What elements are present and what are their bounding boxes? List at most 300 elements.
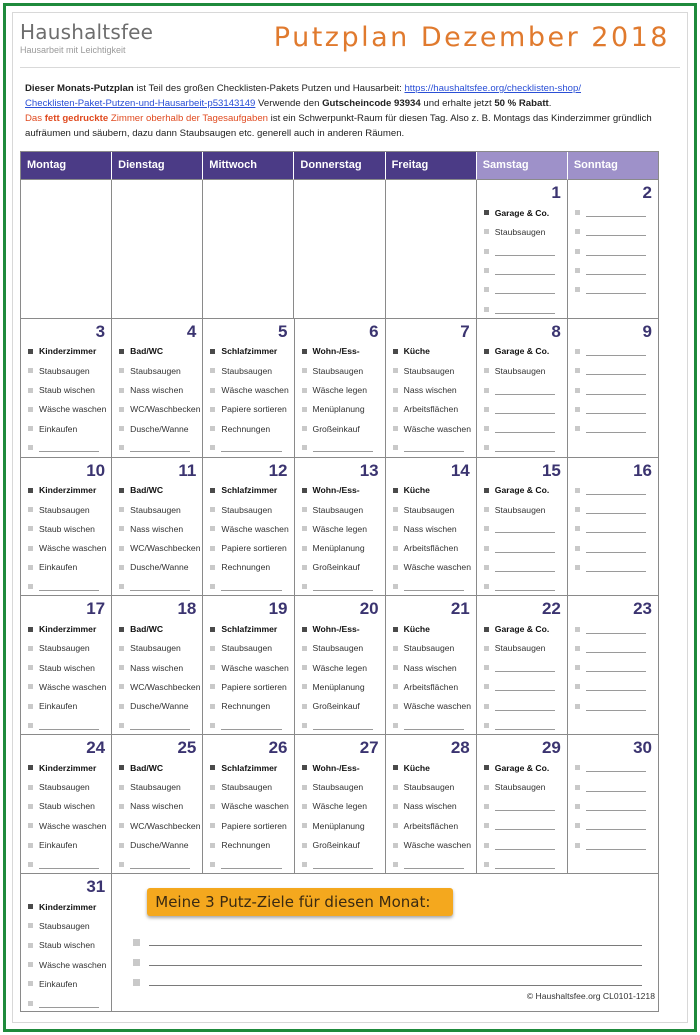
checkbox[interactable] (393, 584, 398, 589)
task-label: Arbeitsflächen (403, 820, 459, 831)
checkbox[interactable] (119, 665, 124, 670)
task-label: Wäsche waschen (39, 543, 107, 554)
task-blank (210, 855, 289, 874)
checkbox[interactable] (210, 646, 215, 651)
checkbox[interactable] (210, 546, 215, 551)
task-label: Einkaufen (39, 562, 78, 573)
checkbox[interactable] (484, 507, 489, 512)
goal-checkbox[interactable] (133, 939, 140, 946)
task-item (210, 697, 289, 716)
task-room-label: Küche (403, 485, 430, 496)
checkbox[interactable] (119, 488, 124, 493)
checkbox[interactable] (302, 407, 307, 412)
checkbox[interactable] (28, 785, 33, 790)
checkbox[interactable] (302, 584, 307, 589)
checkbox[interactable] (484, 704, 489, 709)
task-blank (302, 716, 381, 735)
checkbox[interactable] (484, 546, 489, 551)
checkbox[interactable] (28, 627, 33, 632)
checkbox[interactable] (484, 646, 489, 651)
checkbox[interactable] (210, 507, 215, 512)
task-blank (575, 261, 654, 280)
day-number: 28 (450, 738, 470, 758)
write-line (586, 486, 646, 495)
checkbox[interactable] (28, 349, 33, 354)
task-label: Wäsche waschen (221, 801, 289, 812)
task-item (302, 777, 381, 796)
task-item (119, 639, 198, 658)
task-room-label: Wohn-/Ess- (312, 346, 360, 357)
checkbox[interactable] (28, 368, 33, 373)
task-blank (393, 438, 472, 457)
task-item (302, 558, 381, 577)
checkbox[interactable] (484, 249, 489, 254)
shop-link-1[interactable]: https://haushaltsfee.org/checklisten-shop/ (404, 83, 581, 94)
checkbox[interactable] (484, 862, 489, 867)
checkbox[interactable] (484, 229, 489, 234)
checkbox[interactable] (302, 646, 307, 651)
checkbox[interactable] (302, 526, 307, 531)
task-label: Arbeitsflächen (403, 681, 459, 692)
task-list (393, 619, 472, 735)
checkbox[interactable] (484, 307, 489, 312)
task-blank (575, 519, 654, 538)
checkbox[interactable] (393, 488, 398, 493)
checkbox[interactable] (484, 426, 489, 431)
checkbox[interactable] (302, 823, 307, 828)
day-number: 29 (541, 738, 561, 758)
checkbox[interactable] (393, 765, 398, 770)
checkbox[interactable] (302, 804, 307, 809)
write-line (495, 524, 555, 533)
checkbox[interactable] (575, 565, 580, 570)
checkbox[interactable] (28, 704, 33, 709)
task-label: Papiere sortieren (221, 820, 287, 831)
checkbox[interactable] (393, 723, 398, 728)
checkbox[interactable] (393, 388, 398, 393)
checkbox[interactable] (210, 349, 215, 354)
task-label: Nass wischen (130, 662, 184, 673)
checkbox[interactable] (119, 862, 124, 867)
task-room-label: Küche (403, 346, 430, 357)
checkbox[interactable] (575, 507, 580, 512)
checkbox[interactable] (210, 584, 215, 589)
write-line (495, 821, 555, 830)
checkbox[interactable] (484, 565, 489, 570)
task-blank (575, 816, 654, 835)
checkbox[interactable] (484, 723, 489, 728)
checkbox[interactable] (393, 546, 398, 551)
checkbox[interactable] (28, 804, 33, 809)
checkbox[interactable] (302, 349, 307, 354)
checkbox[interactable] (302, 445, 307, 450)
write-line (404, 860, 464, 869)
checkbox[interactable] (28, 1001, 33, 1006)
checkbox[interactable] (484, 804, 489, 809)
checkbox[interactable] (484, 765, 489, 770)
checkbox[interactable] (575, 210, 580, 215)
checkbox[interactable] (28, 646, 33, 651)
checkbox[interactable] (28, 962, 33, 967)
checkbox[interactable] (575, 646, 580, 651)
checkbox[interactable] (484, 268, 489, 273)
task-label: Wäsche waschen (39, 404, 107, 415)
checkbox[interactable] (393, 507, 398, 512)
checkbox[interactable] (484, 287, 489, 292)
checkbox[interactable] (575, 426, 580, 431)
checkbox[interactable] (393, 407, 398, 412)
checkbox[interactable] (484, 584, 489, 589)
checkbox[interactable] (302, 627, 307, 632)
day-cell-28 (386, 735, 477, 874)
checkbox[interactable] (484, 210, 489, 215)
checkbox[interactable] (28, 823, 33, 828)
checkbox[interactable] (393, 565, 398, 570)
checkbox[interactable] (302, 843, 307, 848)
task-blank (484, 797, 563, 816)
checkbox[interactable] (393, 862, 398, 867)
day-number: 27 (359, 738, 379, 758)
checkbox[interactable] (210, 368, 215, 373)
checkbox[interactable] (119, 804, 124, 809)
checkbox[interactable] (28, 943, 33, 948)
task-label: Nass wischen (130, 523, 184, 534)
checkbox[interactable] (28, 388, 33, 393)
checkbox[interactable] (302, 723, 307, 728)
note-orange (25, 113, 268, 124)
checkbox[interactable] (119, 765, 124, 770)
checkbox[interactable] (119, 507, 124, 512)
checkbox[interactable] (119, 584, 124, 589)
task-room-label: Garage & Co. (494, 485, 550, 496)
checkbox[interactable] (210, 407, 215, 412)
task-item (484, 639, 563, 658)
checkbox[interactable] (28, 584, 33, 589)
checkbox[interactable] (210, 862, 215, 867)
checkbox[interactable] (28, 981, 33, 986)
day-number: 30 (633, 738, 653, 758)
goal-write-line (149, 965, 642, 966)
checkbox[interactable] (393, 665, 398, 670)
checkbox[interactable] (210, 823, 215, 828)
task-room (302, 481, 381, 500)
checkbox[interactable] (302, 546, 307, 551)
task-room-label: Wohn-/Ess- (312, 762, 360, 773)
checkbox[interactable] (210, 627, 215, 632)
day-number: 6 (369, 321, 379, 341)
shop-link-2[interactable]: Checklisten-Paket-Putzen-und-Hausarbeit-p53143149 (25, 98, 256, 109)
checkbox[interactable] (575, 229, 580, 234)
task-blank (484, 855, 563, 874)
checkbox[interactable] (28, 904, 33, 909)
empty-cell (112, 180, 203, 319)
checkbox[interactable] (28, 488, 33, 493)
checkbox[interactable] (28, 565, 33, 570)
write-line (586, 644, 646, 653)
checkbox[interactable] (28, 526, 33, 531)
checkbox[interactable] (484, 665, 489, 670)
checkbox[interactable] (119, 723, 124, 728)
checkbox[interactable] (484, 684, 489, 689)
checkbox[interactable] (210, 804, 215, 809)
checkbox[interactable] (575, 249, 580, 254)
task-item (28, 400, 107, 419)
checkbox[interactable] (575, 704, 580, 709)
checkbox[interactable] (28, 765, 33, 770)
checkbox[interactable] (302, 488, 307, 493)
checkbox[interactable] (119, 627, 124, 632)
task-label: Staubsaugen (39, 504, 90, 515)
checkbox[interactable] (210, 426, 215, 431)
checkbox[interactable] (28, 665, 33, 670)
checkbox[interactable] (393, 646, 398, 651)
task-room (302, 758, 381, 777)
task-room-label: Schlafzimmer (221, 485, 278, 496)
write-line (495, 266, 555, 275)
checkbox[interactable] (393, 823, 398, 828)
task-label: Wäsche legen (312, 801, 367, 812)
checkbox[interactable] (575, 268, 580, 273)
task-blank (575, 639, 654, 658)
task-list (484, 619, 563, 735)
task-item (302, 697, 381, 716)
goal-checkbox[interactable] (133, 959, 140, 966)
checkbox[interactable] (484, 785, 489, 790)
task-room-label: Schlafzimmer (221, 346, 278, 357)
task-label: Wäsche legen (312, 523, 367, 534)
checkbox[interactable] (393, 843, 398, 848)
checkbox[interactable] (119, 426, 124, 431)
checkbox[interactable] (302, 665, 307, 670)
task-item (210, 519, 289, 538)
checkbox[interactable] (575, 546, 580, 551)
task-blank (575, 481, 654, 500)
write-line (130, 860, 190, 869)
task-room (393, 342, 472, 361)
checkbox[interactable] (28, 843, 33, 848)
checkbox[interactable] (484, 823, 489, 828)
task-item (28, 558, 107, 577)
checkbox[interactable] (575, 804, 580, 809)
day-cell-25 (112, 735, 203, 874)
checkbox[interactable] (210, 388, 215, 393)
day-number: 3 (95, 321, 106, 341)
day-number: 15 (541, 460, 561, 480)
checkbox[interactable] (484, 445, 489, 450)
task-label: Nass wischen (403, 662, 457, 673)
checkbox[interactable] (575, 368, 580, 373)
checkbox[interactable] (28, 923, 33, 928)
day-cell-9 (568, 319, 659, 458)
checkbox[interactable] (119, 445, 124, 450)
write-line (586, 625, 646, 634)
goal-write-line (149, 945, 642, 946)
checkbox[interactable] (575, 765, 580, 770)
checkbox[interactable] (393, 526, 398, 531)
checkbox[interactable] (210, 445, 215, 450)
empty-cell (294, 180, 385, 319)
task-label: Staub wischen (39, 523, 95, 534)
checkbox[interactable] (393, 804, 398, 809)
checkbox[interactable] (28, 546, 33, 551)
checkbox[interactable] (210, 526, 215, 531)
checkbox[interactable] (302, 785, 307, 790)
checkbox[interactable] (119, 565, 124, 570)
checkbox[interactable] (393, 349, 398, 354)
task-blank (484, 519, 563, 538)
task-room-label: Bad/WC (130, 485, 164, 496)
checkbox[interactable] (575, 627, 580, 632)
checkbox[interactable] (302, 862, 307, 867)
checkbox[interactable] (393, 445, 398, 450)
task-label: Nass wischen (403, 801, 457, 812)
checkbox[interactable] (28, 684, 33, 689)
checkbox[interactable] (575, 665, 580, 670)
checkbox[interactable] (210, 684, 215, 689)
task-label: WC/Waschbecken (130, 404, 201, 415)
task-blank (484, 261, 563, 280)
task-label: Menüplanung (312, 543, 365, 554)
checkbox[interactable] (28, 862, 33, 867)
checkbox[interactable] (119, 704, 124, 709)
task-item (210, 538, 289, 557)
checkbox[interactable] (484, 349, 489, 354)
checkbox[interactable] (302, 426, 307, 431)
checkbox[interactable] (575, 488, 580, 493)
checkbox[interactable] (28, 723, 33, 728)
checkbox[interactable] (575, 388, 580, 393)
checkbox[interactable] (119, 843, 124, 848)
write-line (586, 424, 646, 433)
checkbox[interactable] (393, 684, 398, 689)
checkbox[interactable] (302, 765, 307, 770)
day-cell-20 (295, 596, 386, 735)
task-item (393, 777, 472, 796)
task-blank (484, 677, 563, 696)
checkbox[interactable] (210, 765, 215, 770)
task-item (484, 222, 563, 241)
checkbox[interactable] (575, 526, 580, 531)
checkbox[interactable] (302, 684, 307, 689)
task-item (210, 558, 289, 577)
checkbox[interactable] (119, 684, 124, 689)
task-blank (484, 697, 563, 716)
task-label: Großeinkauf (312, 840, 360, 851)
checkbox[interactable] (302, 368, 307, 373)
logo (20, 20, 153, 55)
task-list (28, 758, 107, 874)
checkbox[interactable] (302, 388, 307, 393)
goal-checkbox[interactable] (133, 979, 140, 986)
checkbox[interactable] (575, 843, 580, 848)
checkbox[interactable] (393, 426, 398, 431)
checkbox[interactable] (484, 843, 489, 848)
task-item (119, 816, 201, 835)
checkbox[interactable] (119, 407, 124, 412)
task-item (302, 419, 381, 438)
task-label: Papiere sortieren (221, 404, 287, 415)
checkbox[interactable] (393, 704, 398, 709)
checkbox[interactable] (119, 823, 124, 828)
checkbox[interactable] (28, 507, 33, 512)
checkbox[interactable] (575, 407, 580, 412)
checkbox[interactable] (484, 488, 489, 493)
checkbox[interactable] (119, 368, 124, 373)
task-item (210, 658, 289, 677)
checkbox[interactable] (393, 368, 398, 373)
day-cell-16 (568, 458, 659, 597)
checkbox[interactable] (210, 665, 215, 670)
task-blank (210, 577, 289, 596)
checkbox[interactable] (210, 565, 215, 570)
checkbox[interactable] (210, 488, 215, 493)
checkbox[interactable] (210, 704, 215, 709)
task-room (393, 481, 472, 500)
checkbox[interactable] (28, 445, 33, 450)
checkbox[interactable] (575, 785, 580, 790)
day-cell-10 (21, 458, 112, 597)
checkbox[interactable] (484, 368, 489, 373)
task-blank (575, 361, 654, 380)
checkbox[interactable] (302, 507, 307, 512)
task-label: Wäsche waschen (221, 385, 289, 396)
checkbox[interactable] (28, 407, 33, 412)
checkbox[interactable] (575, 684, 580, 689)
checkbox[interactable] (210, 723, 215, 728)
task-blank (28, 993, 107, 1012)
task-list (393, 481, 472, 597)
checkbox[interactable] (210, 843, 215, 848)
checkbox[interactable] (484, 407, 489, 412)
day-number: 7 (460, 321, 470, 341)
checkbox[interactable] (575, 349, 580, 354)
checkbox[interactable] (119, 349, 124, 354)
checkbox[interactable] (575, 823, 580, 828)
checkbox[interactable] (119, 646, 124, 651)
checkbox[interactable] (119, 785, 124, 790)
write-line (586, 347, 646, 356)
task-list (119, 758, 201, 874)
task-label: Staubsaugen (221, 504, 273, 515)
checkbox[interactable] (484, 388, 489, 393)
checkbox[interactable] (119, 546, 124, 551)
checkbox[interactable] (484, 526, 489, 531)
checkbox[interactable] (210, 785, 215, 790)
task-label: Staubsaugen (403, 782, 455, 793)
task-label: Staubsaugen (494, 643, 546, 654)
checkbox[interactable] (302, 704, 307, 709)
checkbox[interactable] (302, 565, 307, 570)
checkbox[interactable] (393, 785, 398, 790)
intro-text-4: . (548, 98, 552, 109)
task-blank (119, 577, 198, 596)
task-item (302, 797, 381, 816)
checkbox[interactable] (28, 426, 33, 431)
task-label: Rechnungen (221, 840, 271, 851)
checkbox[interactable] (119, 526, 124, 531)
checkbox[interactable] (119, 388, 124, 393)
write-line (495, 405, 555, 414)
checkbox[interactable] (484, 627, 489, 632)
checkbox[interactable] (393, 627, 398, 632)
task-blank (484, 380, 563, 399)
day-number: 24 (86, 738, 106, 758)
checkbox[interactable] (575, 287, 580, 292)
task-item (119, 797, 198, 816)
task-room (119, 619, 198, 638)
task-list (28, 897, 107, 1013)
task-room (210, 481, 289, 500)
